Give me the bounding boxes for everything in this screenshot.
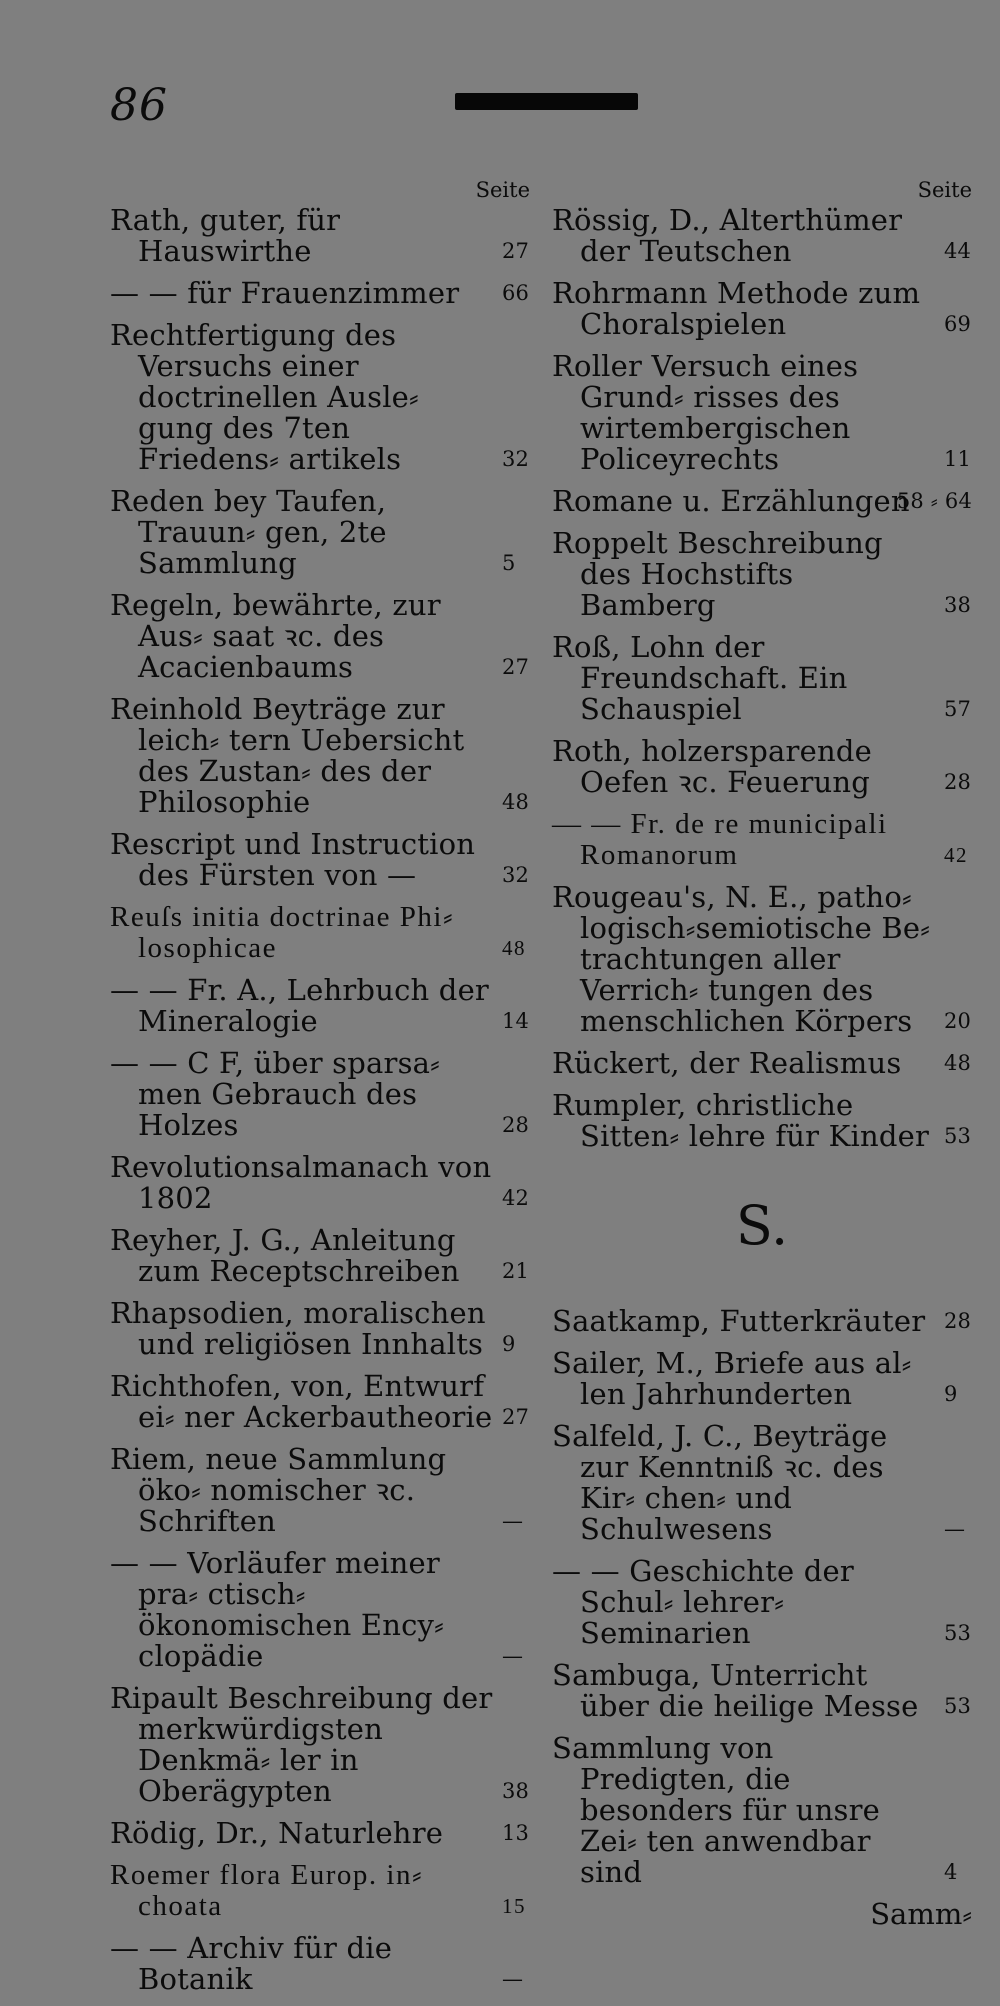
entry-text: Reden bey Taufen, Trauun⸗ gen, 2te Sammlung: [110, 484, 387, 580]
entry-text: Sambuga, Unterricht über die heilige Messe: [552, 1658, 919, 1723]
entry-text: — — Geschichte der Schul⸗ lehrer⸗Seminarien: [552, 1554, 854, 1650]
entry-list-right: [552, 205, 972, 1152]
index-entry: Rödig, Dr., Naturlehre 13: [110, 1816, 530, 1850]
index-entry: Rhapsodien, moralischen und religiösen Innhalts 9: [110, 1296, 516, 1361]
entry-text: — — Archiv für die Botanik: [110, 1931, 393, 1996]
entry-text: — — Vorläufer meiner pra⸗ ctisch⸗ökonomischen Ency⸗ clopädie: [110, 1546, 444, 1673]
entry-text: Rougeau's, N. E., patho⸗ logisch⸗semiotische Be⸗ trachtungen aller Verrich⸗ tungen des menschlichen Körpers: [552, 880, 931, 1038]
entry-text: Romane u. Erzählungen: [552, 484, 910, 518]
entry-text: Salfeld, J. C., Beyträge zur Kenntniß ꝛc. des Kir⸗ chen⸗ und Schulwesens: [552, 1419, 888, 1546]
index-entry: — — Archiv für die Botanik —: [110, 1931, 524, 1996]
index-entry: — — Fr. A., Lehrbuch der Mineralogie 14: [110, 973, 530, 1038]
index-entry: Revolutionsalmanach von 1802 42: [110, 1150, 530, 1215]
index-entry: Rougeau's, N. E., patho⸗ logisch⸗semiotische Be⸗ trachtungen aller Verrich⸗ tungen des menschlichen Körpers 20: [552, 880, 972, 1038]
section-letter: S.: [735, 1194, 789, 1257]
entry-text: Rath, guter, für Hauswirthe: [110, 203, 341, 268]
entry-text: Rescript und Instruction des Fürsten von —: [110, 827, 476, 892]
index-entry: — — Geschichte der Schul⸗ lehrer⸗Seminarien 53: [552, 1554, 972, 1650]
index-entry: Reuſs initia doctrinae Phi⸗ losophicae 48: [110, 901, 526, 964]
entry-text: Rumpler, christliche Sitten⸗ lehre für Kinder: [552, 1088, 930, 1153]
index-entry: Roemer flora Europ. in⸗ choata 15: [110, 1859, 526, 1922]
entry-text: Sammlung von Predigten, die besonders für unsre Zei⸗ ten anwendbar sind: [552, 1731, 880, 1889]
index-entry: Roß, Lohn der Freundschaft. Ein Schauspiel 57: [552, 630, 972, 726]
seite-label-right: Seite: [917, 178, 972, 202]
index-entry: Reyher, J. G., Anleitung zum Receptschreiben 21: [110, 1223, 530, 1288]
index-entry: — — Vorläufer meiner pra⸗ ctisch⸗ökonomischen Ency⸗ clopädie —: [110, 1546, 524, 1673]
index-entry: Riem, neue Sammlung öko⸗ nomischer ꝛc. Schriften —: [110, 1442, 524, 1538]
entry-page-number: 58 ⸗ 64: [896, 489, 972, 513]
index-entry: Rössig, D., Alterthümer der Teutschen 44: [552, 203, 972, 268]
index-entry: [552, 486, 972, 517]
entry-list-left: [110, 205, 530, 1995]
entry-text: Reinhold Beyträge zur leich⸗ tern Uebersicht des Zustan⸗ des der Philosophie: [110, 692, 465, 819]
entry-text: Rückert, der Realismus: [552, 1046, 902, 1080]
entry-text: Regeln, bewährte, zur Aus⸗ saat ꝛc. des Acacienbaums: [110, 588, 441, 684]
entry-text: Reuſs initia doctrinae Phi⸗ losophicae: [110, 901, 455, 964]
index-entry: Rescript und Instruction des Fürsten von — 32: [110, 827, 530, 892]
entry-text: — — C F, über sparsa⸗ men Gebrauch des Holzes: [110, 1046, 440, 1142]
index-entry: Salfeld, J. C., Beyträge zur Kenntniß ꝛc. des Kir⸗ chen⸗ und Schulwesens —: [552, 1419, 966, 1546]
entry-text: Ripault Beschreibung der merkwürdigsten Denkmä⸗ ler in Oberägypten: [110, 1681, 493, 1808]
entry-text: Roß, Lohn der Freundschaft. Ein Schauspiel: [552, 630, 848, 726]
index-entry: — — C F, über sparsa⸗ men Gebrauch des Holzes 28: [110, 1046, 530, 1142]
index-column-left: [110, 175, 530, 2006]
entry-text: Roppelt Beschreibung des Hochstifts Bamberg: [552, 526, 883, 622]
entry-text: Saatkamp, Futterkräuter: [552, 1304, 926, 1338]
index-entry: Sambuga, Unterricht über die heilige Messe 53: [552, 1658, 972, 1723]
index-entry: — — Fr. de re municipali Romanorum 42: [552, 808, 968, 871]
index-entry: Roppelt Beschreibung des Hochstifts Bamberg 38: [552, 526, 972, 622]
index-entry: Regeln, bewährte, zur Aus⸗ saat ꝛc. des Acacienbaums 27: [110, 588, 530, 684]
index-entry: Roller Versuch eines Grund⸗ risses des wirtembergischen Policeyrechts 11: [552, 349, 972, 476]
index-entry: Rumpler, christliche Sitten⸗ lehre für Kinder 53: [552, 1088, 972, 1153]
index-entry: Rath, guter, für Hauswirthe 27: [110, 203, 530, 268]
entry-text: Reyher, J. G., Anleitung zum Receptschreiben: [110, 1223, 460, 1288]
entry-text: Riem, neue Sammlung öko⸗ nomischer ꝛc. Schriften: [110, 1442, 447, 1538]
index-entry: Saatkamp, Futterkräuter 28: [552, 1304, 972, 1338]
entry-text: Roth, holzersparende Oefen ꝛc. Feuerung: [552, 734, 872, 799]
index-entry: — — für Frauenzimmer 66: [110, 276, 530, 310]
index-entry: Ripault Beschreibung der merkwürdigsten Denkmä⸗ ler in Oberägypten 38: [110, 1681, 530, 1808]
entry-text: Rössig, D., Alterthümer der Teutschen: [552, 203, 903, 268]
entry-text: Rohrmann Methode zum Choralspielen: [552, 276, 921, 341]
entry-text: Sailer, M., Briefe aus al⸗ len Jahrhunderten: [552, 1346, 912, 1411]
entry-text: Rödig, Dr., Naturlehre: [110, 1816, 444, 1850]
entry-text: Roller Versuch eines Grund⸗ risses des wirtembergischen Policeyrechts: [552, 349, 859, 476]
entry-text: — — Fr. de re municipali Romanorum: [552, 808, 888, 871]
catchword: Samm⸗: [870, 1897, 972, 1931]
seite-label-left: Seite: [475, 178, 530, 202]
entry-text: Rhapsodien, moralischen und religiösen Innhalts: [110, 1296, 486, 1361]
header-rule: [455, 93, 638, 110]
index-entry: Richthofen, von, Entwurf ei⸗ ner Ackerbautheorie 27: [110, 1369, 530, 1434]
entry-text: Revolutionsalmanach von 1802: [110, 1150, 492, 1215]
index-entry: Sailer, M., Briefe aus al⸗ len Jahrhunderten 9: [552, 1346, 958, 1411]
entry-text: — — für Frauenzimmer: [110, 276, 460, 310]
index-entry: Reden bey Taufen, Trauun⸗ gen, 2te Sammlung 5: [110, 484, 516, 580]
index-entry: Sammlung von Predigten, die besonders für unsre Zei⸗ ten anwendbar sind 4: [552, 1731, 958, 1889]
page-number: 86: [110, 80, 168, 131]
entry-text: Rechtfertigung des Versuchs einer doctrinellen Ausle⸗ gung des 7ten Friedens⸗ artikels: [110, 318, 419, 476]
entry-text: — — Fr. A., Lehrbuch der Mineralogie: [110, 973, 489, 1038]
index-entry: Rechtfertigung des Versuchs einer doctrinellen Ausle⸗ gung des 7ten Friedens⸗ artikels 32: [110, 318, 530, 476]
index-column-right: [552, 175, 972, 1930]
index-entry: Roth, holzersparende Oefen ꝛc. Feuerung 28: [552, 734, 972, 799]
entry-text: Roemer flora Europ. in⸗ choata: [110, 1859, 424, 1922]
index-entry: Reinhold Beyträge zur leich⸗ tern Uebersicht des Zustan⸗ des der Philosophie 48: [110, 692, 530, 819]
entry-text: Richthofen, von, Entwurf ei⸗ ner Ackerbautheorie: [110, 1369, 493, 1434]
index-entry: Rohrmann Methode zum Choralspielen 69: [552, 276, 972, 341]
entry-list-right-s: [552, 1306, 972, 1888]
index-entry: Rückert, der Realismus 48: [552, 1046, 972, 1080]
